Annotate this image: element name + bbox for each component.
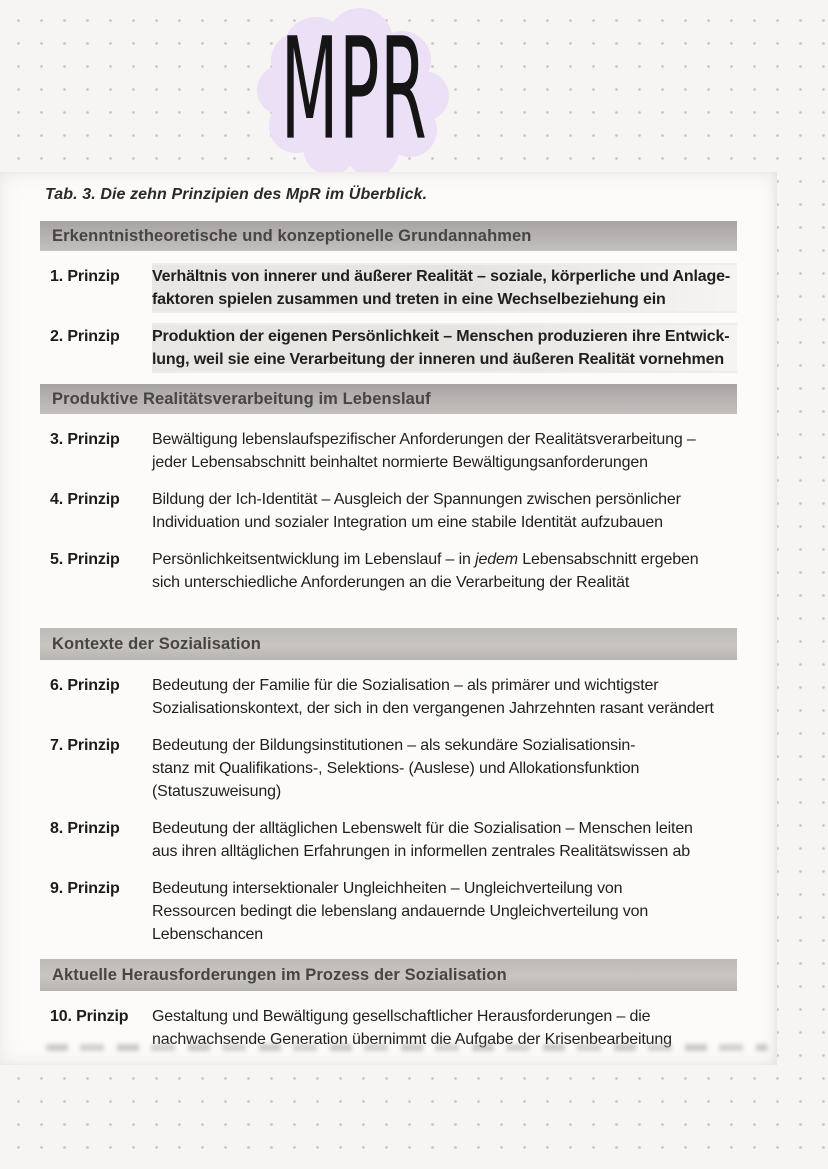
principle-row [40,428,737,474]
principle-text [152,877,737,946]
text-segment: aus ihren alltäglichen Erfahrungen in informellen zentrales Realitätswissen ab [152,843,690,860]
principle-text [152,325,737,371]
principle-label: 6. Prinzip [50,677,120,694]
text-segment: stanz mit Qualifikations-, Selektions- (Auslese) und Allokationsfunktion [152,760,640,777]
principle-row [40,817,737,863]
principle-label: 10. Prinzip [50,1008,129,1025]
section-rows [40,428,737,594]
text-segment: jeder Lebensabschnitt beinhaltet normierte Bewältigungsanforderungen [152,454,648,471]
text-segment: Bedeutung der Bildungsinstitutionen – als sekundäre Sozialisationsin- [152,737,636,754]
principle-label: 3. Prinzip [50,431,120,448]
text-line [152,697,737,720]
text-segment: (Statuszuweisung) [152,783,282,800]
principle-row [40,325,737,371]
text-segment: Bedeutung der Familie für die Sozialisation – als primärer und wichtigster [152,677,659,694]
title-sticker [256,8,452,178]
principle-text [152,488,737,534]
text-segment: faktoren spielen zusammen und treten in eine Wechselbeziehung ein [152,291,666,308]
text-line [152,840,737,863]
principle-label: 8. Prinzip [50,820,120,837]
text-line [152,757,737,780]
italic-text-segment: jedem [475,551,518,568]
text-line [152,734,737,757]
section-header-label: Erkenntnistheoretische und konzeptionelle Grundannahmen [52,226,532,245]
text-line [152,817,737,840]
section-header-bar [40,628,737,660]
text-segment: Sozialisationskontext, der sich in den vergangenen Jahrzehnten rasant verändert [152,700,714,717]
text-segment: Ressourcen bedingt die lebenslang andauernde Ungleichverteilung von [152,903,649,920]
text-line [152,288,737,311]
text-line [152,674,737,697]
text-line [152,348,737,371]
principle-row [40,734,737,803]
principle-label: 7. Prinzip [50,737,120,754]
table-caption: Tab. 3. Die zehn Prinzipien des MpR im Überblick. [45,186,428,203]
text-line [152,780,737,803]
table-section [40,221,737,371]
text-line [152,900,737,923]
text-segment: sich unterschiedliche Anforderungen an die Verarbeitung der Realität [152,574,630,591]
scan-artifact [46,1044,768,1051]
text-line [152,325,737,348]
principle-label: 2. Prinzip [50,328,120,345]
text-line [152,511,737,534]
text-line [152,265,737,288]
principle-label: 5. Prinzip [50,551,120,568]
scanned-page [0,172,777,1065]
text-line [152,488,737,511]
principle-text [152,674,737,720]
table-section [40,628,737,946]
principle-row [40,548,737,594]
text-line [152,571,737,594]
text-segment: nachwachsende Generation übernimmt die Aufgabe der Krisenbearbeitung [152,1031,672,1048]
section-header-bar [40,959,737,991]
table-section [40,959,737,1051]
section-header-label: Kontexte der Sozialisation [52,634,261,653]
principle-text [152,817,737,863]
text-line [152,1005,737,1028]
text-segment: Bedeutung intersektionaler Ungleichheiten – Ungleichverteilung von [152,880,623,897]
text-segment: Gestaltung und Bewältigung gesellschaftlicher Herausforderungen – die [152,1008,651,1025]
principle-label: 1. Prinzip [50,268,120,285]
section-header-label: Aktuelle Herausforderungen im Prozess der Sozialisation [52,965,507,984]
text-segment: Produktion der eigenen Persönlichkeit – Menschen produzieren ihre Entwick- [152,328,730,345]
text-segment: Bewältigung lebenslaufspezifischer Anforderungen der Realitätsverarbeitung – [152,431,696,448]
text-segment: Verhältnis von innerer und äußerer Realität – soziale, körperliche und Anlage- [152,268,731,285]
text-segment: Bedeutung der alltäglichen Lebenswelt für die Sozialisation – Menschen leiten [152,820,693,837]
section-header-bar [40,221,737,251]
text-segment: lung, weil sie eine Verarbeitung der inneren und äußeren Realität vornehmen [152,351,725,368]
principle-row [40,674,737,720]
section-rows [40,674,737,946]
principle-text [152,265,737,311]
text-line [152,451,737,474]
text-segment: Bildung der Ich-Identität – Ausgleich der Spannungen zwischen persönlicher [152,491,681,508]
principle-row [40,488,737,534]
text-segment: Individuation und sozialer Integration um eine stabile Identität aufzubauen [152,514,663,531]
text-line [152,923,737,946]
page-title: MPR [280,8,428,172]
text-segment: Lebensabschnitt ergeben [517,551,699,568]
principle-text [152,734,737,803]
principle-text [152,548,737,594]
section-header-label: Produktive Realitätsverarbeitung im Lebenslauf [52,389,431,408]
principles-table [40,221,737,1051]
principle-text [152,428,737,474]
section-rows [40,265,737,371]
principle-label: 4. Prinzip [50,491,120,508]
principle-label: 9. Prinzip [50,880,120,897]
section-header-bar [40,384,737,414]
text-line [152,877,737,900]
text-line [152,428,737,451]
principle-row [40,877,737,946]
text-segment: Persönlichkeitsentwicklung im Lebenslauf – in [152,551,476,568]
text-line [152,548,737,571]
principle-row [40,265,737,311]
table-section [40,384,737,594]
text-segment: Lebenschancen [152,926,264,943]
